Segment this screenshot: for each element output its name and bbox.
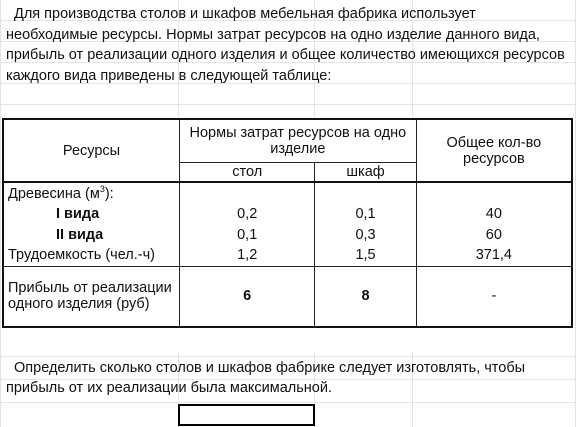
row-label[interactable]: I вида	[56, 205, 100, 222]
cell-shkaf[interactable]: 8	[315, 266, 416, 327]
cell-shkaf[interactable]: 0,1	[315, 203, 416, 224]
table-row	[3, 245, 572, 266]
cell-stol[interactable]: 0,2	[179, 203, 314, 224]
cell-stol[interactable]: 6	[179, 266, 314, 327]
wood-shkaf[interactable]	[315, 182, 416, 203]
row-label[interactable]: II вида	[56, 226, 104, 243]
header-norms[interactable]: Нормы затрат ресурсов на одно изделие	[179, 119, 416, 162]
table-row	[3, 266, 572, 327]
wood-label-end: ):	[104, 185, 114, 202]
cell-total[interactable]: 371,4	[416, 245, 572, 266]
cell-total[interactable]: 60	[416, 224, 572, 245]
cell-shkaf[interactable]: 1,5	[315, 245, 416, 266]
wood-total[interactable]	[416, 182, 572, 203]
cell-stol[interactable]: 1,2	[179, 245, 314, 266]
subheader-shkaf[interactable]: шкаф	[315, 162, 416, 182]
row-label[interactable]: Трудоемкость (чел.-ч)	[8, 247, 155, 264]
cell-shkaf[interactable]: 0,3	[315, 224, 416, 245]
resources-table	[2, 118, 573, 328]
selected-cell[interactable]	[178, 404, 315, 426]
table-row-wood	[3, 182, 572, 203]
wood-label-text: Древесина (м	[8, 185, 100, 202]
table-row	[3, 203, 572, 224]
wood-label[interactable]	[3, 182, 179, 203]
header-total[interactable]: Общее кол-во ресурсов	[416, 119, 572, 182]
table-header-row	[3, 119, 572, 162]
cell-stol[interactable]: 0,1	[179, 224, 314, 245]
intro-paragraph: Для производства столов и шкафов мебельная фабрика использует необходимые ресурсы. Нормы затрат ресурсов на одно изделие данного вида, прибыль от реализации одного изделия и общее количество имеющихся ресурсов каждого вида приведены в следующей таблице:	[6, 6, 565, 84]
table-row	[3, 224, 572, 245]
cell-total[interactable]: 40	[416, 203, 572, 224]
wood-unit-sup: 3	[99, 184, 105, 195]
wood-stol[interactable]	[179, 182, 314, 203]
task-paragraph: Определить сколько столов и шкафов фабрике следует изготовлять, чтобы прибыль от их реализации была максимальной.	[6, 360, 526, 396]
header-resources[interactable]: Ресурсы	[62, 142, 121, 159]
cell-total[interactable]: -	[416, 266, 572, 327]
subheader-stol[interactable]: стол	[179, 162, 314, 182]
row-label[interactable]: Прибыль от реализации одного изделия (руб)	[3, 266, 179, 327]
